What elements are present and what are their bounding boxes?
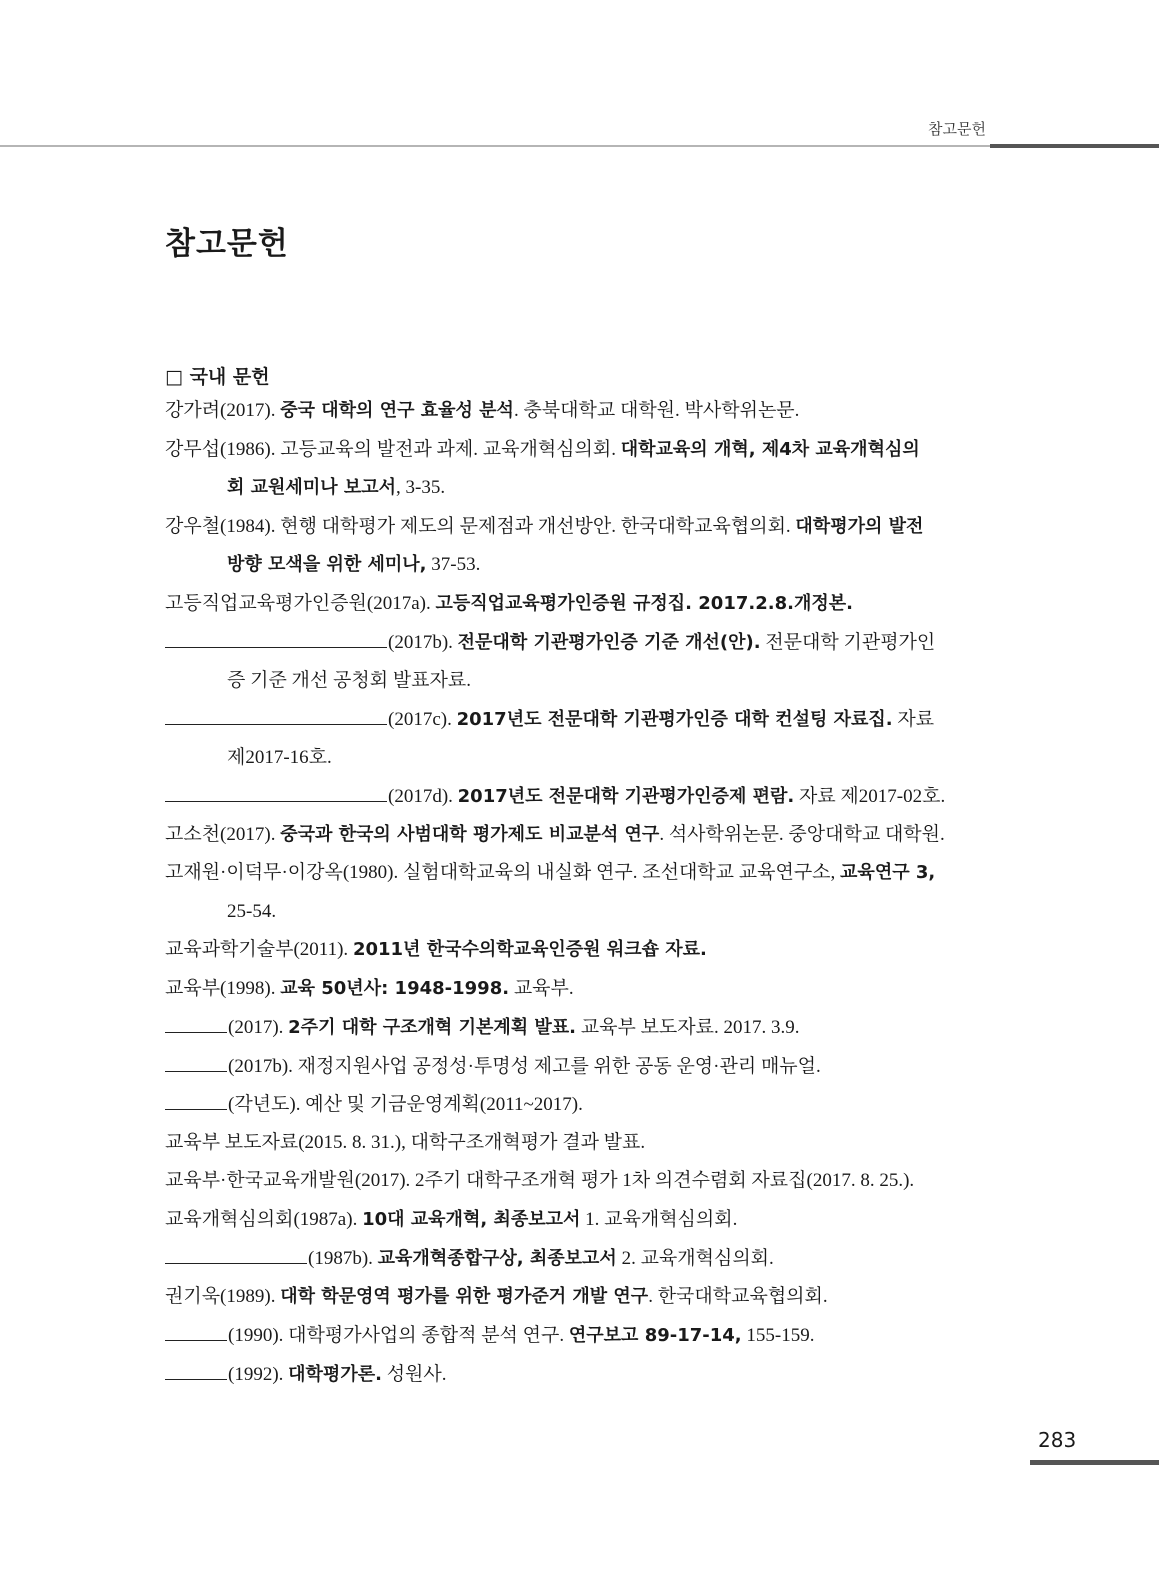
reference-line <box>165 1085 995 1124</box>
reference-line <box>165 1124 995 1163</box>
reference-text: (1990). 대학평가사업의 종합적 분석 연구. <box>228 1325 569 1346</box>
same-author-blank <box>165 1008 227 1033</box>
same-author-blank <box>165 1355 227 1380</box>
reference-line <box>165 1201 995 1240</box>
reference-line <box>165 1047 995 1086</box>
reference-text: 제2017-16호. <box>227 746 332 768</box>
reference-title: 교육연구 3, <box>840 862 936 883</box>
reference-text: 155-159. <box>741 1325 815 1346</box>
reference-text: . 석사학위논문. 중앙대학교 대학원. <box>659 823 945 845</box>
reference-title: 10대 교육개혁, 최종보고서 <box>362 1208 581 1230</box>
reference-line <box>165 777 995 816</box>
reference-text: 교육부. <box>509 977 574 999</box>
reference-line <box>165 623 995 662</box>
reference-text: 전문대학 기관평가인 <box>760 632 936 653</box>
reference-text: . 충북대학교 대학원. 박사학위논문. <box>513 400 800 421</box>
reference-title: 고등직업교육평가인증원 규정집. 2017.2.8.개정본. <box>435 592 853 614</box>
reference-line <box>165 1355 995 1394</box>
reference-text: 25-54. <box>227 900 277 922</box>
reference-title: 중국 대학의 연구 효율성 분석 <box>280 400 514 421</box>
page-title: 참고문헌 <box>165 226 289 262</box>
reference-continuation-line <box>165 893 995 932</box>
reference-line <box>165 816 995 855</box>
reference-title: 전문대학 기관평가인증 기준 개선(안). <box>457 632 761 653</box>
reference-line <box>165 931 995 970</box>
reference-text: 고재원·이덕무·이강옥(1980). 실험대학교육의 내실화 연구. 조선대학교 교육연구소, <box>165 862 841 883</box>
reference-continuation-line <box>165 662 995 701</box>
reference-text: 교육과학기술부(2011). <box>165 939 353 960</box>
reference-title: 2017년도 전문대학 기관평가인증제 편람. <box>457 786 795 807</box>
page-number: 283 <box>1038 1428 1077 1452</box>
reference-text: 고등직업교육평가인증원(2017a). <box>165 592 436 614</box>
reference-continuation-line <box>165 739 995 778</box>
reference-text: 강무섭(1986). 고등교육의 발전과 과제. 교육개혁심의회. <box>165 438 621 460</box>
reference-text: (2017). <box>228 1017 289 1038</box>
reference-line <box>165 854 995 893</box>
reference-title: 2주기 대학 구조개혁 기본계획 발표. <box>288 1017 577 1038</box>
reference-text: 1. 교육개혁심의회. <box>580 1208 738 1230</box>
reference-line <box>165 431 995 470</box>
reference-line <box>165 1278 995 1317</box>
reference-text: 교육개혁심의회(1987a). <box>165 1208 363 1230</box>
reference-list <box>165 392 995 1393</box>
reference-line <box>165 585 995 624</box>
same-author-blank <box>165 1047 227 1072</box>
reference-text: 성원사. <box>381 1363 447 1385</box>
reference-title: 회 교원세미나 보고서 <box>227 477 397 498</box>
reference-text: (1992). <box>228 1363 289 1385</box>
reference-text: 강가려(2017). <box>165 400 281 421</box>
reference-line <box>165 508 995 547</box>
reference-text: 교육부·한국교육개발원(2017). 2주기 대학구조개혁 평가 1차 의견수렴회 자료집(2017. 8. 25.). <box>165 1170 915 1191</box>
reference-text: 고소천(2017). <box>165 823 281 845</box>
section-heading-domestic: □ 국내 문헌 <box>165 366 270 388</box>
reference-text: 증 기준 개선 공청회 발표자료. <box>227 669 471 691</box>
reference-text: (2017b). <box>388 632 458 653</box>
reference-text: (2017b). 재정지원사업 공정성·투명성 제고를 위한 공동 운영·관리 매뉴얼. <box>228 1055 821 1077</box>
reference-line <box>165 1316 995 1355</box>
reference-text: , 3-35. <box>396 477 446 498</box>
reference-title: 교육개혁종합구상, 최종보고서 <box>377 1248 617 1269</box>
reference-text: 자료 제2017-02호. <box>794 786 946 807</box>
reference-text: 권기욱(1989). <box>165 1285 281 1307</box>
reference-text: 자료 <box>892 709 935 730</box>
reference-text: (1987b). <box>308 1248 378 1269</box>
reference-title: 대학평가론. <box>288 1363 382 1385</box>
reference-line <box>165 700 995 739</box>
reference-text: . 한국대학교육협의회. <box>648 1285 828 1307</box>
reference-text: 2. 교육개혁심의회. <box>616 1248 774 1269</box>
reference-title: 중국과 한국의 사범대학 평가제도 비교분석 연구 <box>280 823 660 845</box>
reference-title: 교육 50년사: 1948-1998. <box>280 977 510 999</box>
reference-title: 방향 모색을 위한 세미나, <box>227 554 427 575</box>
same-author-blank <box>165 700 387 725</box>
reference-line <box>165 1008 995 1047</box>
reference-text: 교육부 보도자료(2015. 8. 31.), 대학구조개혁평가 결과 발표. <box>165 1131 646 1153</box>
same-author-blank <box>165 777 387 802</box>
reference-text: 교육부(1998). <box>165 977 281 999</box>
reference-title: 연구보고 89-17-14, <box>568 1325 742 1346</box>
reference-continuation-line <box>165 546 995 585</box>
reference-text: 교육부 보도자료. 2017. 3.9. <box>576 1017 800 1038</box>
reference-line <box>165 392 995 431</box>
reference-title: 대학평가의 발전 <box>795 515 924 537</box>
reference-line <box>165 970 995 1009</box>
reference-text: 37-53. <box>426 554 481 575</box>
header-rule <box>0 145 990 147</box>
same-author-blank <box>165 623 387 648</box>
reference-text: (각년도). 예산 및 기금운영계획(2011~2017). <box>228 1094 583 1115</box>
running-header: 참고문헌 <box>928 120 986 138</box>
reference-title: 2011년 한국수의학교육인증원 워크숍 자료. <box>352 939 707 960</box>
reference-text: (2017c). <box>388 709 457 730</box>
reference-text: 강우철(1984). 현행 대학평가 제도의 문제점과 개선방안. 한국대학교육협의회. <box>165 515 796 537</box>
reference-line <box>165 1162 995 1201</box>
reference-title: 2017년도 전문대학 기관평가인증 대학 컨설팅 자료집. <box>456 709 893 730</box>
reference-title: 대학교육의 개혁, 제4차 교육개혁심의 <box>620 438 920 460</box>
reference-title: 대학 학문영역 평가를 위한 평가준거 개발 연구 <box>280 1285 649 1307</box>
reference-text: (2017d). <box>388 786 458 807</box>
same-author-blank <box>165 1239 307 1264</box>
header-rule-accent <box>990 144 1159 148</box>
footer-rule <box>1030 1460 1159 1465</box>
reference-continuation-line <box>165 469 995 508</box>
reference-line <box>165 1239 995 1278</box>
same-author-blank <box>165 1316 227 1341</box>
same-author-blank <box>165 1085 227 1110</box>
